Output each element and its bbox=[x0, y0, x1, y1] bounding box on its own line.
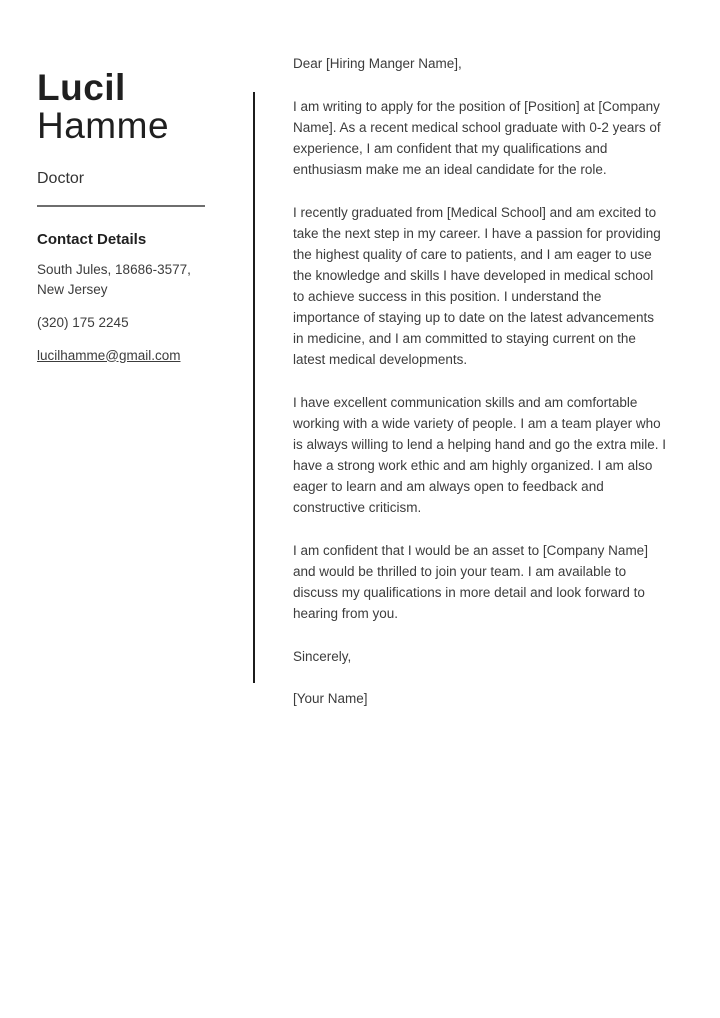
letter-salutation: Dear [Hiring Manger Name], bbox=[293, 56, 462, 71]
sidebar bbox=[37, 44, 242, 379]
letter-paragraph: I recently graduated from [Medical School] and am excited to take the next step in my career. I have a passion for providing the highest quality of care to patients, and I am eager to use the knowledge and skills I have developed in medical school to achieve success in this position. I understand the importance of staying up to date on the latest advancements in medicine, and I am committed to staying current on the latest medical developments. bbox=[293, 205, 661, 367]
address-line-2: New Jersey bbox=[37, 281, 108, 297]
contact-details-heading: Contact Details bbox=[37, 230, 147, 248]
candidate-name bbox=[37, 66, 242, 146]
address bbox=[37, 260, 242, 300]
letter-body bbox=[293, 53, 667, 709]
phone-number: (320) 175 2245 bbox=[37, 314, 129, 330]
contact-details-block bbox=[37, 260, 242, 366]
vertical-divider bbox=[253, 92, 255, 683]
letter-paragraph: I have excellent communication skills and am comfortable working with a wide variety of people. I am a team player who is always willing to lend a helping hand and go the extra mile. I have a strong work ethic and am highly organized. I am also eager to learn and am always open to feedback and constructive criticism. bbox=[293, 395, 666, 515]
candidate-last-name: Hamme bbox=[37, 104, 170, 146]
job-title: Doctor bbox=[37, 169, 85, 187]
address-line-1: South Jules, 18686-3577, bbox=[37, 261, 191, 277]
letter-closing: Sincerely, bbox=[293, 649, 352, 664]
letter-paragraph: I am confident that I would be an asset to [Company Name] and would be thrilled to join your team. I am available to discuss my qualifications in more detail and look forward to hearing from you. bbox=[293, 543, 648, 621]
letter-paragraph: I am writing to apply for the position of [Position] at [Company Name]. As a recent medical school graduate with 0-2 years of experience, I am confident that my qualifications and enthusiasm make me an ideal candidate for the role. bbox=[293, 99, 661, 177]
candidate-first-name: Lucil bbox=[37, 66, 126, 108]
email-link[interactable]: lucilhamme@gmail.com bbox=[37, 347, 181, 363]
sidebar-divider-rule bbox=[37, 205, 205, 207]
letter-signature: [Your Name] bbox=[293, 691, 368, 706]
